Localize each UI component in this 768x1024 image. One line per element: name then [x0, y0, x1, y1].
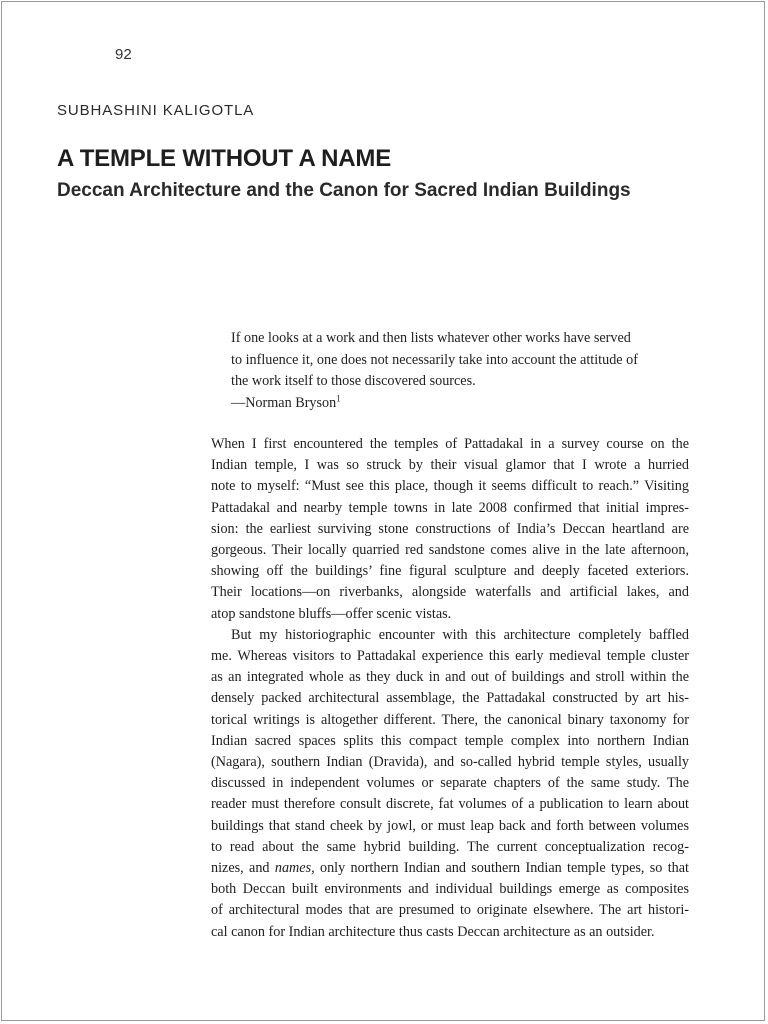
book-page [1, 1, 765, 1021]
text-line: showing off the buildings’ fine figural sculpture and deeply faceted exteriors. [211, 563, 689, 580]
text-line: Pattadakal and nearby temple towns in late 2008 confirmed that initial impres- [211, 499, 689, 516]
text-line: me. Whereas visitors to Pattadakal experience this early medieval temple cluster [211, 648, 689, 665]
chapter-subtitle: Deccan Architecture and the Canon for Sacred Indian Buildings [57, 180, 631, 201]
epigraph-line: the work itself to those discovered sources. [231, 373, 476, 389]
body-text [211, 434, 689, 943]
epigraph-attribution-line [231, 393, 701, 415]
text-line: cal canon for Indian architecture thus casts Deccan architecture as an outsider. [211, 923, 655, 940]
epigraph [231, 328, 701, 414]
text-line: Indian sacred spaces splits this compact temple complex into northern Indian [211, 732, 689, 749]
text-line: buildings that stand cheek by jowl, or must leap back and forth between volumes [211, 817, 689, 834]
text-line: as an integrated whole as they duck in and out of buildings and stroll within the [211, 669, 689, 686]
paragraph-2 [211, 625, 689, 943]
text-line: both Deccan built environments and individual buildings emerge as composites [211, 881, 689, 898]
text-segment: only northern Indian and southern Indian temple types, so that [314, 860, 689, 877]
text-line: densely packed architectural assemblage, the Pattadakal constructed by art his- [211, 690, 689, 707]
footnote-reference: 1 [336, 392, 341, 403]
paragraph-1 [211, 434, 689, 625]
epigraph-line: to influence it, one does not necessarily take into account the attitude of [231, 351, 638, 368]
text-segment: nizes, and [211, 860, 275, 877]
epigraph-line: If one looks at a work and then lists whatever other works have served [231, 330, 631, 346]
text-line: reader must therefore consult discrete, fat volumes of a publication to learn about [211, 796, 689, 813]
text-line: discussed in independent volumes or separate chapters of the same study. The [211, 775, 689, 792]
text-line: of architectural modes that are presumed to originate elsewhere. The art histori- [211, 902, 689, 919]
epigraph-attribution: —Norman Bryson [231, 394, 337, 411]
text-line: Their locations—on riverbanks, alongside waterfalls and artificial lakes, and [211, 584, 689, 601]
emphasized-term: names, [274, 860, 315, 877]
text-line [211, 858, 689, 879]
text-line: But my historiographic encounter with this architecture completely baffled [231, 626, 689, 643]
chapter-author: SUBHASHINI KALIGOTLA [57, 102, 255, 119]
text-line: Indian temple, I was so struck by their visual glamor that I wrote a hurried [211, 457, 689, 474]
text-line: to read about the same hybrid building. The current conceptualization recog- [211, 838, 689, 855]
text-line: sion: the earliest surviving stone constructions of India’s Deccan heartland are [211, 520, 689, 537]
text-line: torical writings is altogether different. There, the canonical binary taxonomy for [211, 711, 689, 728]
text-line: (Nagara), southern Indian (Dravida), and so-called hybrid temple styles, usually [211, 754, 689, 771]
text-line: atop sandstone bluffs—offer scenic vistas. [211, 605, 452, 622]
text-line: When I first encountered the temples of Pattadakal in a survey course on the [211, 436, 689, 452]
text-line: note to myself: “Must see this place, though it seems difficult to reach.” Visiting [211, 478, 689, 495]
text-line: gorgeous. Their locally quarried red sandstone comes alive in the late afternoon, [211, 542, 689, 559]
page-number: 92 [115, 46, 132, 63]
chapter-title: A TEMPLE WITHOUT A NAME [57, 145, 392, 172]
